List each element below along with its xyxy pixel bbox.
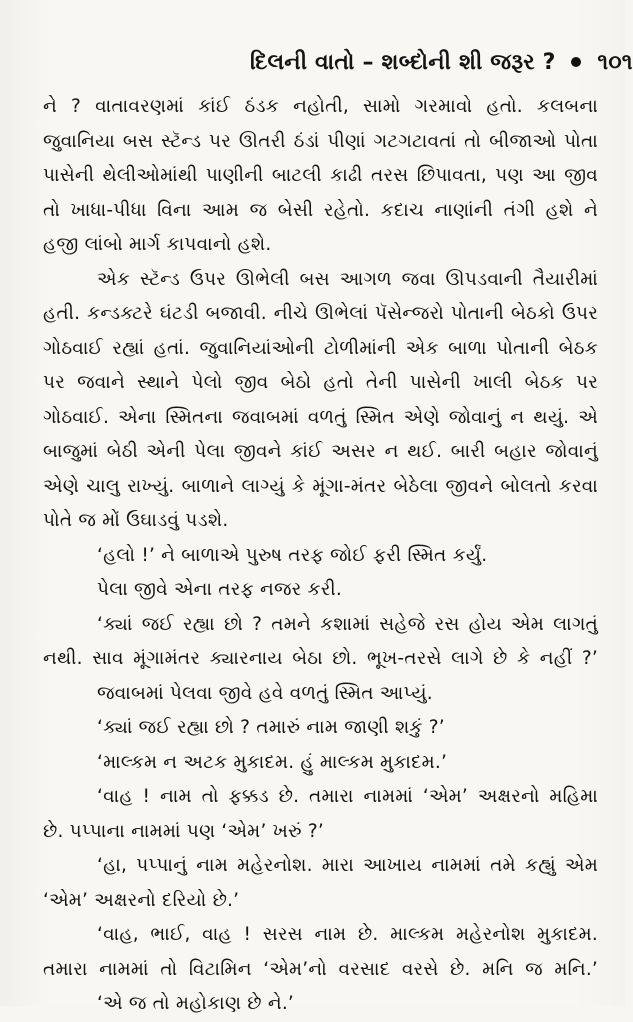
text-line: ‘એ જ તો મહોકાણ છે ને.’ [97,993,295,1014]
text-line: છે. પપ્પાના નામમાં પણ ‘એમ’ ખરું ?’ [43,820,324,842]
text-line: ‘ક્યાં જઈ રહ્યા છો ? તમને કશામાં સહેજે રસ હોય એમ લાગતું [97,613,598,635]
text-line: ‘હા, પપ્પાનું નામ મહેરનોશ. મારા આખાય નામમાં તમે કહ્યું એમ [97,855,598,876]
page-number: ૧૦૧ [597,50,633,75]
text-line: બાજુમાં બેઠી એની પેલા જીવને કાંઈ અસર ન થઈ. બારી બહાર જોવાનું [43,441,598,462]
text-body [43,90,598,1022]
text-line: એણે ચાલુ રાખ્યું. બાળાને લાગ્યું કે મૂંગા-મંતર બેઠેલા જીવને બોલતો કરવા [43,475,598,497]
text-line: ‘એમ’ અક્ષરનો દરિયો છે.’ [43,889,240,911]
text-line: પાસેની થેલીઓમાંથી પાણીની બાટલી કાઢી તરસ છિપાવતા, પણ આ જીવ [43,165,598,186]
text-line: તો ખાધા-પીધા વિના આમ જ બેસી રહેતો. કદાચ નાણાંની તંગી હશે ને [43,199,598,221]
text-line: ‘વાહ, ભાઈ, વાહ ! સરસ નામ છે. માલ્કમ મહેરનોશ મુકાદમ. [97,924,598,945]
text-line: પોતે જ મોં ઉઘાડવું પડશે. [43,510,229,531]
chapter-title: દિલની વાતો – શબ્દોની શી જરૂર ? [250,50,556,75]
text-line: હજી લાંબો માર્ગ કાપવાનો હશે. [43,234,272,255]
bullet-icon [571,57,581,67]
text-line: ગોઠવાઈ રહ્યાં હતાં. જુવાનિયાંઓની ટોળીમાંની એક બાળા પોતાની બેઠક [43,337,598,359]
text-line: ‘હલો !’ ને બાળાએ પુરુષ તરફ જોઈ ફરી સ્મિત કર્યું. [97,544,488,566]
text-line: પેલા જીવે એના તરફ નજર કરી. [97,579,342,600]
text-line: નથી. સાવ મૂંગામંતર ક્યારનાય બેઠા છો. ભૂખ-તરસે લાગે છે કે નહીં ?’ [43,648,598,669]
text-line: ‘માલ્કમ ન અટક મુકાદમ. હું માલ્કમ મુકાદમ.’ [97,751,448,773]
page-header [250,46,633,80]
text-line: તમારા નામમાં તો વિટામિન ‘એમ’નો વરસાદ વરસે છે. મનિ જ મનિ.’ [43,958,598,980]
text-line: હતી. કન્ડક્ટરે ઘંટડી બજાવી. નીચે ઊભેલાં પૅસેન્જરો પોતાની બેઠકો ઉપર [43,303,598,324]
text-line: જુવાનિયા બસ સ્ટૅન્ડ પર ઊતરી ઠંડાં પીણાં ગટગટાવતાં તો બીજાઓ પોતા [43,130,598,152]
text-line: પર જવાને સ્થાને પેલો જીવ બેઠો હતો તેની પાસેની ખાલી બેઠક પર [43,372,598,393]
text-line: ‘વાહ ! નામ તો ફક્કડ છે. તમારા નામમાં ‘એમ’ અક્ષરનો મહિમા [97,786,598,807]
text-line: એક સ્ટૅન્ડ ઉપર ઊભેલી બસ આગળ જવા ઊપડવાની તૈયારીમાં [97,268,598,290]
text-line: ને ? વાતાવરણમાં કાંઈ ઠંડક નહોતી, સામો ગરમાવો હતો. કલબના [43,96,598,117]
text-line: જવાબમાં પેલવા જીવે હવે વળતું સ્મિત આપ્યું. [97,682,433,704]
text-line: ગોઠવાઈ. એના સ્મિતના જવાબમાં વળતું સ્મિત એણે જોવાનું ન થયું. એ [43,406,598,428]
text-line: ‘ક્યાં જઈ રહ્યા છો ? તમારું નામ જાણી શકું ?’ [97,717,445,738]
